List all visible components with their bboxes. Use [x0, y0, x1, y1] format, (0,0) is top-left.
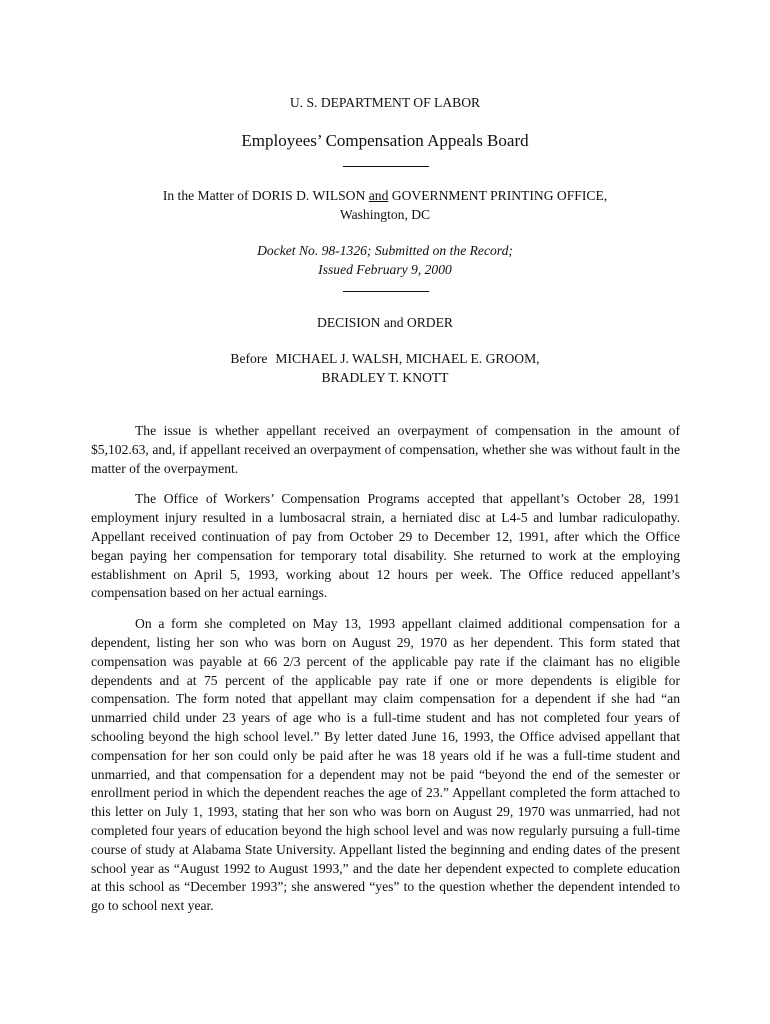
agency-heading: U. S. DEPARTMENT OF LABOR	[289, 95, 481, 110]
decision-body	[91, 422, 680, 928]
body-paragraph: On a form she completed on May 13, 1993 appellant claimed additional compensation for a dependent, listing her son who was born on August 29, 1970 as her dependent. This form stated that compensation was payable at 66 2/3 percent of the applicable pay rate if the claimant has no eligible dependents and at 75 percent of the applicable pay rate if one or more dependents is eligible for compensation. The form noted that appellant may claim compensation for a dependent if she had “an unmarried child under 23 years of age who is a full-time student and has not completed four years of schooling beyond the high school level.” By letter dated June 16, 1993, the Office advised appellant that compensation for her son could only be paid after he was 18 years old if he was a full-time student and unmarried, and that compensation for a dependent may not be paid “beyond the end of the semester or enrollment period in which the dependent reaches the age of 23.” Appellant completed the form attached to this letter on July 1, 1993, stating that her son who was born on August 29, 1970 was unmarried, had not completed four years of education beyond the high school level and was now regularly pursuing a full-time course of study at Alabama State University. Appellant listed the beginning and ending dates of the present school year as “August 1992 to August 1993,” and the date her dependent expected to complete education at this school as “December 1993”; she answered “yes” to the question whether the dependent intended to go to school next year.	[91, 616, 680, 914]
docket-line-2: Issued February 9, 2000	[318, 261, 452, 277]
decision-title: DECISION and ORDER	[317, 315, 453, 330]
panel-names-1: MICHAEL J. WALSH, MICHAEL E. GROOM,	[275, 351, 540, 366]
docket-line-1: Docket No. 98-1326; Submitted on the Record;	[257, 243, 513, 258]
case-parties-suffix: GOVERNMENT PRINTING OFFICE,	[388, 188, 608, 203]
case-caption	[0, 187, 770, 225]
divider-rule	[343, 291, 429, 292]
panel-line-2: BRADLEY T. KNOTT	[321, 369, 449, 385]
panel-members	[0, 350, 770, 388]
panel-line-1	[0, 350, 770, 369]
case-parties	[0, 187, 770, 206]
body-paragraph: The Office of Workers’ Compensation Programs accepted that appellant’s October 28, 1991 employment injury resulted in a lumbosacral strain, a herniated disc at L4-5 and lumbar radiculopathy. Appellant received continuation of pay from October 29 to December 12, 1991, after which the Office began paying her compensation for temporary total disability. She returned to work at the employing establishment on April 5, 1993, working about 12 hours per week. The Office reduced appellant’s compensation based on her actual earnings.	[91, 491, 680, 601]
body-paragraph: The issue is whether appellant received an overpayment of compensation in the amount of $5,102.63, and, if appellant received an overpayment of compensation, whether she was without fault in the matter of the overpayment.	[91, 423, 680, 476]
case-location: Washington, DC	[339, 206, 431, 222]
divider-rule	[343, 166, 429, 167]
board-heading: Employees’ Compensation Appeals Board	[241, 131, 529, 150]
case-parties-conj: and	[368, 188, 389, 203]
panel-prefix: Before	[230, 351, 268, 366]
case-parties-prefix: In the Matter of DORIS D. WILSON	[162, 188, 369, 203]
docket-info	[0, 242, 770, 280]
